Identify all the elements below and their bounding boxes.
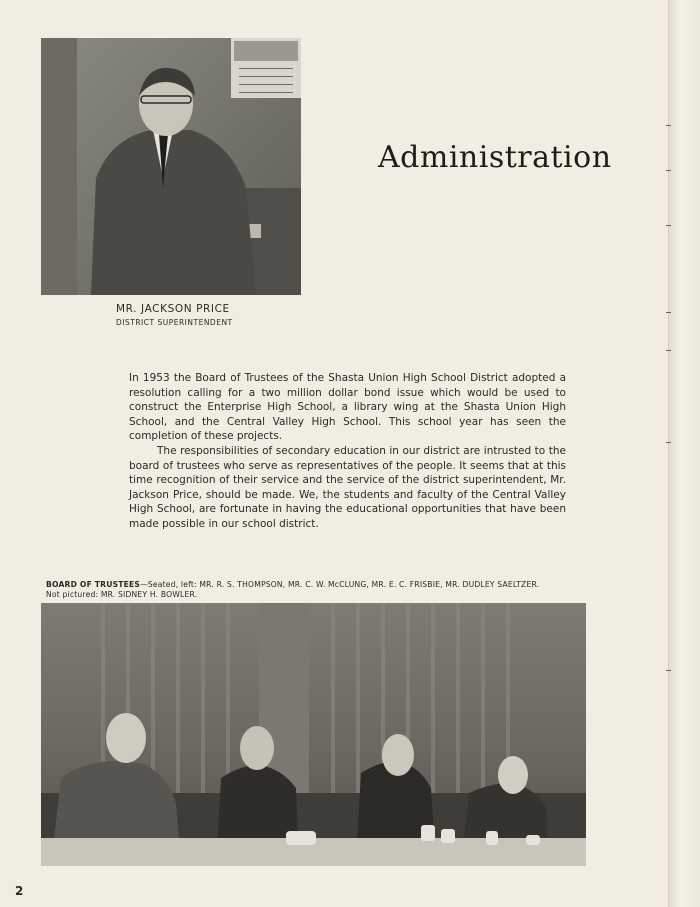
edge-tick [666, 170, 671, 171]
portrait-illustration [41, 38, 301, 295]
superintendent-photo [41, 38, 301, 295]
edge-tick [666, 312, 671, 313]
board-illustration [41, 603, 586, 866]
board-label: BOARD OF TRUSTEES [46, 580, 141, 589]
article-paragraph: In 1953 the Board of Trustees of the Shasta Union High School District adopted a resolution calling for a two million dollar bond issue which would be used to construct the Enterprise High School, a library wing at the Shasta Union High School, and the Central Valley High School. This school year has seen the completion of these projects. [129, 372, 566, 443]
edge-tick [666, 225, 671, 226]
portrait-title: DISTRICT SUPERINTENDENT [116, 318, 233, 327]
edge-tick [666, 442, 671, 443]
page-title: Administration [378, 140, 612, 175]
article-body [129, 371, 566, 532]
page-number: 2 [15, 884, 24, 898]
article-paragraph: The responsibilities of secondary education in our district are intrusted to the board of trustees who serve as representatives of the people. It seems that at this time recognition of their service and the service of the district superintendent, Mr. Jackson Price, should be made. We, the students and faculty of the Central Valley High School, are fortunate in having the educational opportunities that have been made possible in our school district. [129, 444, 566, 530]
edge-tick [666, 350, 671, 351]
edge-tick [666, 125, 671, 126]
portrait-name: MR. JACKSON PRICE [116, 303, 230, 315]
page-edge [668, 0, 700, 907]
board-caption [46, 580, 586, 600]
board-not-pictured: Not pictured: MR. SIDNEY H. BOWLER. [46, 590, 198, 599]
edge-tick [666, 670, 671, 671]
board-seated: —Seated, left: MR. R. S. THOMPSON, MR. C. W. McCLUNG, MR. E. C. FRISBIE, MR. DUDLEY SAELTZER. [140, 580, 540, 589]
board-photo [41, 603, 586, 866]
